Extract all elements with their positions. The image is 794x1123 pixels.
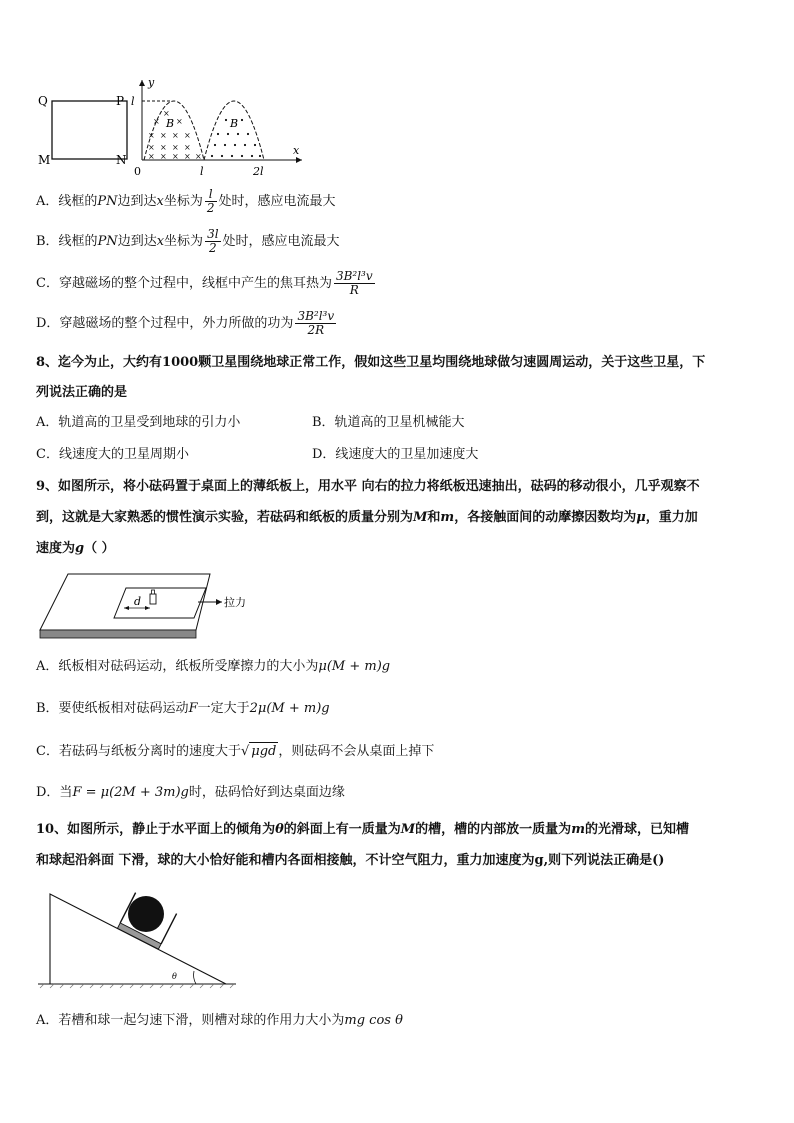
corner-q: Q xyxy=(38,94,48,108)
q9-option-a: A．纸板相对砝码运动，纸板所受摩擦力的大小为μ(M + m)g xyxy=(36,659,391,674)
axis-y-label: y xyxy=(148,76,155,89)
figure-q9 xyxy=(36,568,256,642)
q9-option-b: B．要使纸板相对砝码运动F一定大于2μ(M + m)g xyxy=(36,701,330,716)
svg-text:×: × xyxy=(163,109,170,118)
table-front xyxy=(40,630,196,638)
fraction-3l-over-2: $\frac{3l}{2}$ xyxy=(207,227,219,255)
svg-text:×: × xyxy=(172,152,179,161)
q7-option-a: A．线框的PN边到达x坐标为 $\frac{l}{2}$ 处时，感应电流最大 xyxy=(36,187,336,215)
corner-n: N xyxy=(116,153,127,167)
svg-text:×: × xyxy=(160,131,167,140)
ball xyxy=(128,896,164,932)
q9-option-d: D．当F = μ(2M + 3m)g时，砝码恰好到达桌面边缘 xyxy=(36,785,345,800)
q8-stem-line2: 列说法正确的是 xyxy=(36,385,128,400)
weight xyxy=(150,594,156,604)
q8-option-c: C．线速度大的卫星周期小 xyxy=(36,447,189,462)
corner-m: M xyxy=(38,153,51,167)
cardboard xyxy=(114,588,206,618)
q9-stem-line1: 9、如图所示，将小砝码置于桌面上的薄纸板上，用水平 向右的拉力将纸板迅速抽出，砝码的移动很小，几乎观察不 xyxy=(36,479,700,494)
q7-option-b: B．线框的PN边到达x坐标为 $\frac{3l}{2}$ 处时，感应电流最大 xyxy=(36,227,340,255)
angle-theta-label: θ xyxy=(172,972,177,981)
y-tick-l: l xyxy=(131,95,135,108)
field-label-b1: B xyxy=(166,117,175,130)
origin-label: 0 xyxy=(134,165,141,178)
axis-x-label: x xyxy=(293,144,300,157)
q10-stem-line2: 和球起沿斜面 下滑，球的大小恰好能和槽内各面相接触，不计空气阻力，重力加速度为g,则下列说法正确是() xyxy=(36,853,665,868)
svg-text:×: × xyxy=(184,131,191,140)
x-tick-2l: 2l xyxy=(253,165,264,178)
figure-q7 xyxy=(30,72,320,182)
pull-force-label: 拉力 xyxy=(224,596,246,609)
fraction-l-over-2: $\frac{l}{2}$ xyxy=(206,187,215,215)
q8-option-b: B．轨道高的卫星机械能大 xyxy=(312,415,465,430)
q10-option-a: A．若槽和球一起匀速下滑，则槽对球的作用力大小为mg cos θ xyxy=(36,1013,403,1028)
q8-stem-line1: 8、迄今为止，大约有1000颗卫星围绕地球正常工作，假如这些卫星均围绕地球做匀速圆周运动，关于这些卫星，下 xyxy=(36,355,706,370)
field-region-cross xyxy=(148,109,202,161)
figure-q10 xyxy=(36,880,246,992)
svg-text:×: × xyxy=(160,143,167,152)
q8-option-a: A．轨道高的卫星受到地球的引力小 xyxy=(36,415,241,430)
q9-stem-line2: 到，这就是大家熟悉的惯性演示实验，若砝码和纸板的质量分别为M和m，各接触面间的动摩擦因数均为μ，重力加 xyxy=(36,510,698,525)
svg-text:×: × xyxy=(172,143,179,152)
svg-text:×: × xyxy=(148,143,155,152)
distance-d-label: d xyxy=(134,595,142,608)
q7-option-d: D．穿越磁场的整个过程中，外力所做的功为 $\frac{\text{3B²l³v}}{2R}$ xyxy=(36,309,335,337)
q9-stem-line3: 速度为g（ ） xyxy=(36,541,115,556)
corner-p: P xyxy=(116,94,125,108)
q10-stem-line1: 10、如图所示，静止于水平面上的倾角为θ的斜面上有一质量为M的槽，槽的内部放一质量为m的光滑球，已知槽 xyxy=(36,822,689,837)
svg-text:×: × xyxy=(160,152,167,161)
q9-option-c: C．若砝码与纸板分离时的速度大于√ μgd ，则砝码不会从桌面上掉下 xyxy=(36,744,435,759)
svg-text:×: × xyxy=(176,117,183,126)
svg-text:×: × xyxy=(195,152,202,161)
fraction-joule-heat: $\frac{\text{3B²l³v}}{R}$ xyxy=(335,269,373,297)
wire-frame xyxy=(52,101,127,159)
svg-text:×: × xyxy=(148,152,155,161)
field-label-b2: B xyxy=(230,117,239,130)
q8-option-d: D．线速度大的卫星加速度大 xyxy=(312,447,479,462)
q7-option-c: C．穿越磁场的整个过程中，线框中产生的焦耳热为 $\frac{\text{3B²l³v}}{R}$ xyxy=(36,269,373,297)
svg-text:×: × xyxy=(184,143,191,152)
svg-text:×: × xyxy=(148,131,155,140)
fraction-work: $\frac{\text{3B²l³v}}{2R}$ xyxy=(297,309,335,337)
svg-text:×: × xyxy=(172,131,179,140)
x-tick-l: l xyxy=(200,165,204,178)
svg-text:×: × xyxy=(184,152,191,161)
svg-text:×: × xyxy=(153,117,160,126)
